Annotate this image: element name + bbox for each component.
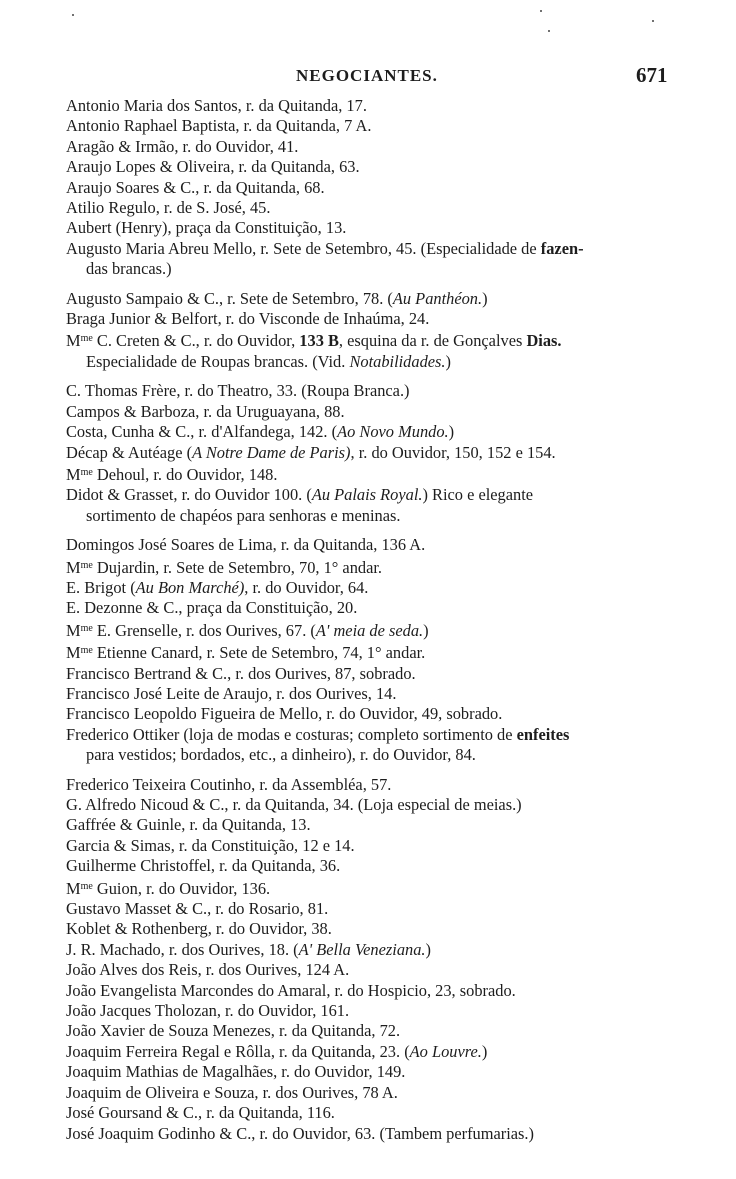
- list-item: $M^{me}$ E. Grenselle, r. dos Ourives, 67. (A' meia de seda.): [66, 620, 429, 640]
- list-item: E. Dezonne & C., praça da Constituição, 20.: [66, 598, 358, 618]
- list-item: G. Alfredo Nicoud & C., r. da Quitanda, 34. (Loja especial de meias.): [66, 795, 522, 814]
- merchant-list: [66, 96, 716, 1144]
- ink-speck: [652, 20, 654, 22]
- list-item: João Evangelista Marcondes do Amaral, r. do Hospicio, 23, sobrado.: [66, 980, 516, 1000]
- ink-speck: [548, 30, 550, 32]
- list-item: João Alves dos Reis, r. dos Ourives, 124 A.: [66, 960, 350, 980]
- list-item: Campos & Barboza, r. da Uruguayana, 88.: [66, 401, 345, 421]
- list-item: Koblet & Rothenberg, r. do Ouvidor, 38.: [66, 919, 332, 939]
- list-item: Francisco Leopoldo Figueira de Mello, r. do Ouvidor, 49, sobrado.: [66, 704, 503, 724]
- list-item: J. R. Machado, r. dos Ourives, 18. (A' Bella Veneziana.): [66, 939, 431, 959]
- page-number: 671: [636, 63, 668, 87]
- list-item: Costa, Cunha & C., r. d'Alfandega, 142. (Ao Novo Mundo.): [66, 422, 455, 442]
- list-item: C. Thomas Frère, r. do Theatro, 33. (Roupa Branca.): [66, 381, 410, 401]
- list-item: $M^{me}$ Dujardin, r. Sete de Setembro, 70, 1° andar.: [66, 557, 383, 577]
- list-item: Garcia & Simas, r. da Constituição, 12 e 14.: [66, 835, 355, 855]
- section-title: NEGOCIANTES.: [296, 66, 438, 85]
- list-item: Antonio Raphael Baptista, r. da Quitanda, 7 A.: [66, 116, 372, 136]
- list-item: Joaquim de Oliveira e Souza, r. dos Ourives, 78 A.: [66, 1082, 398, 1102]
- list-item: Guilherme Christoffel, r. da Quitanda, 36.: [66, 856, 341, 876]
- list-item: Frederico Teixeira Coutinho, r. da Assembléa, 57.: [66, 774, 392, 794]
- list-item: José Goursand & C., r. da Quitanda, 116.: [66, 1103, 335, 1123]
- list-item: João Xavier de Souza Menezes, r. da Quitanda, 72.: [66, 1021, 401, 1041]
- list-item: Braga Junior & Belfort, r. do Visconde de Inhaúma, 24.: [66, 309, 430, 329]
- list-item: Frederico Ottiker (loja de modas e costuras; completo sortimento de enfeites para vestidos; bordados, etc., a dinheiro), r. do Ouvidor, 84.: [66, 724, 570, 765]
- list-item: E. Brigot (Au Bon Marché), r. do Ouvidor, 64.: [66, 577, 369, 597]
- list-item: Augusto Sampaio & C., r. Sete de Setembro, 78. (Au Panthéon.): [66, 288, 488, 308]
- list-item: João Jacques Tholozan, r. do Ouvidor, 161.: [66, 1001, 350, 1021]
- list-item: José Joaquim Godinho & C., r. do Ouvidor, 63. (Tambem perfumarias.): [66, 1123, 534, 1143]
- list-item: Joaquim Ferreira Regal e Rôlla, r. da Quitanda, 23. (Ao Louvre.): [66, 1041, 488, 1061]
- list-item: Aragão & Irmão, r. do Ouvidor, 41.: [66, 136, 299, 156]
- list-item: Antonio Maria dos Santos, r. da Quitanda, 17.: [66, 96, 367, 115]
- list-item: Francisco José Leite de Araujo, r. dos Ourives, 14.: [66, 683, 397, 703]
- list-item: Décap & Autéage (A Notre Dame de Paris), r. do Ouvidor, 150, 152 e 154.: [66, 442, 556, 462]
- list-item: $M^{me}$ Guion, r. do Ouvidor, 136.: [66, 878, 271, 898]
- list-item: Gaffrée & Guinle, r. da Quitanda, 13.: [66, 815, 311, 835]
- ink-speck: [72, 14, 74, 16]
- page-header: [0, 63, 736, 92]
- list-item: $M^{me}$ Etienne Canard, r. Sete de Setembro, 74, 1° andar.: [66, 643, 426, 663]
- list-item: Araujo Soares & C., r. da Quitanda, 68.: [66, 177, 325, 197]
- list-item: Domingos José Soares de Lima, r. da Quitanda, 136 A.: [66, 535, 426, 555]
- list-item: Aubert (Henry), praça da Constituição, 13.: [66, 218, 347, 238]
- list-item: $M^{me}$ Dehoul, r. do Ouvidor, 148.: [66, 464, 278, 484]
- list-item: Francisco Bertrand & C., r. dos Ourives, 87, sobrado.: [66, 663, 416, 683]
- list-item: $M^{me}$ C. Creten & C., r. do Ouvidor, 133 B, esquina da r. de Gonçalves Dias. Especialidade de Roupas brancas. (Vid. Notabilidades.): [66, 331, 562, 371]
- list-item: Atilio Regulo, r. de S. José, 45.: [66, 198, 271, 218]
- list-item: Augusto Maria Abreu Mello, r. Sete de Setembro, 45. (Especialidade de fazen- das brancas.): [66, 238, 584, 279]
- list-item: Didot & Grasset, r. do Ouvidor 100. (Au Palais Royal.) Rico e elegante sortimento de chapéos para senhoras e meninas.: [66, 485, 534, 525]
- list-item: Gustavo Masset & C., r. do Rosario, 81.: [66, 899, 329, 919]
- list-item: Araujo Lopes & Oliveira, r. da Quitanda, 63.: [66, 157, 360, 177]
- list-item: Joaquim Mathias de Magalhães, r. do Ouvidor, 149.: [66, 1062, 406, 1082]
- ink-speck: [540, 10, 542, 12]
